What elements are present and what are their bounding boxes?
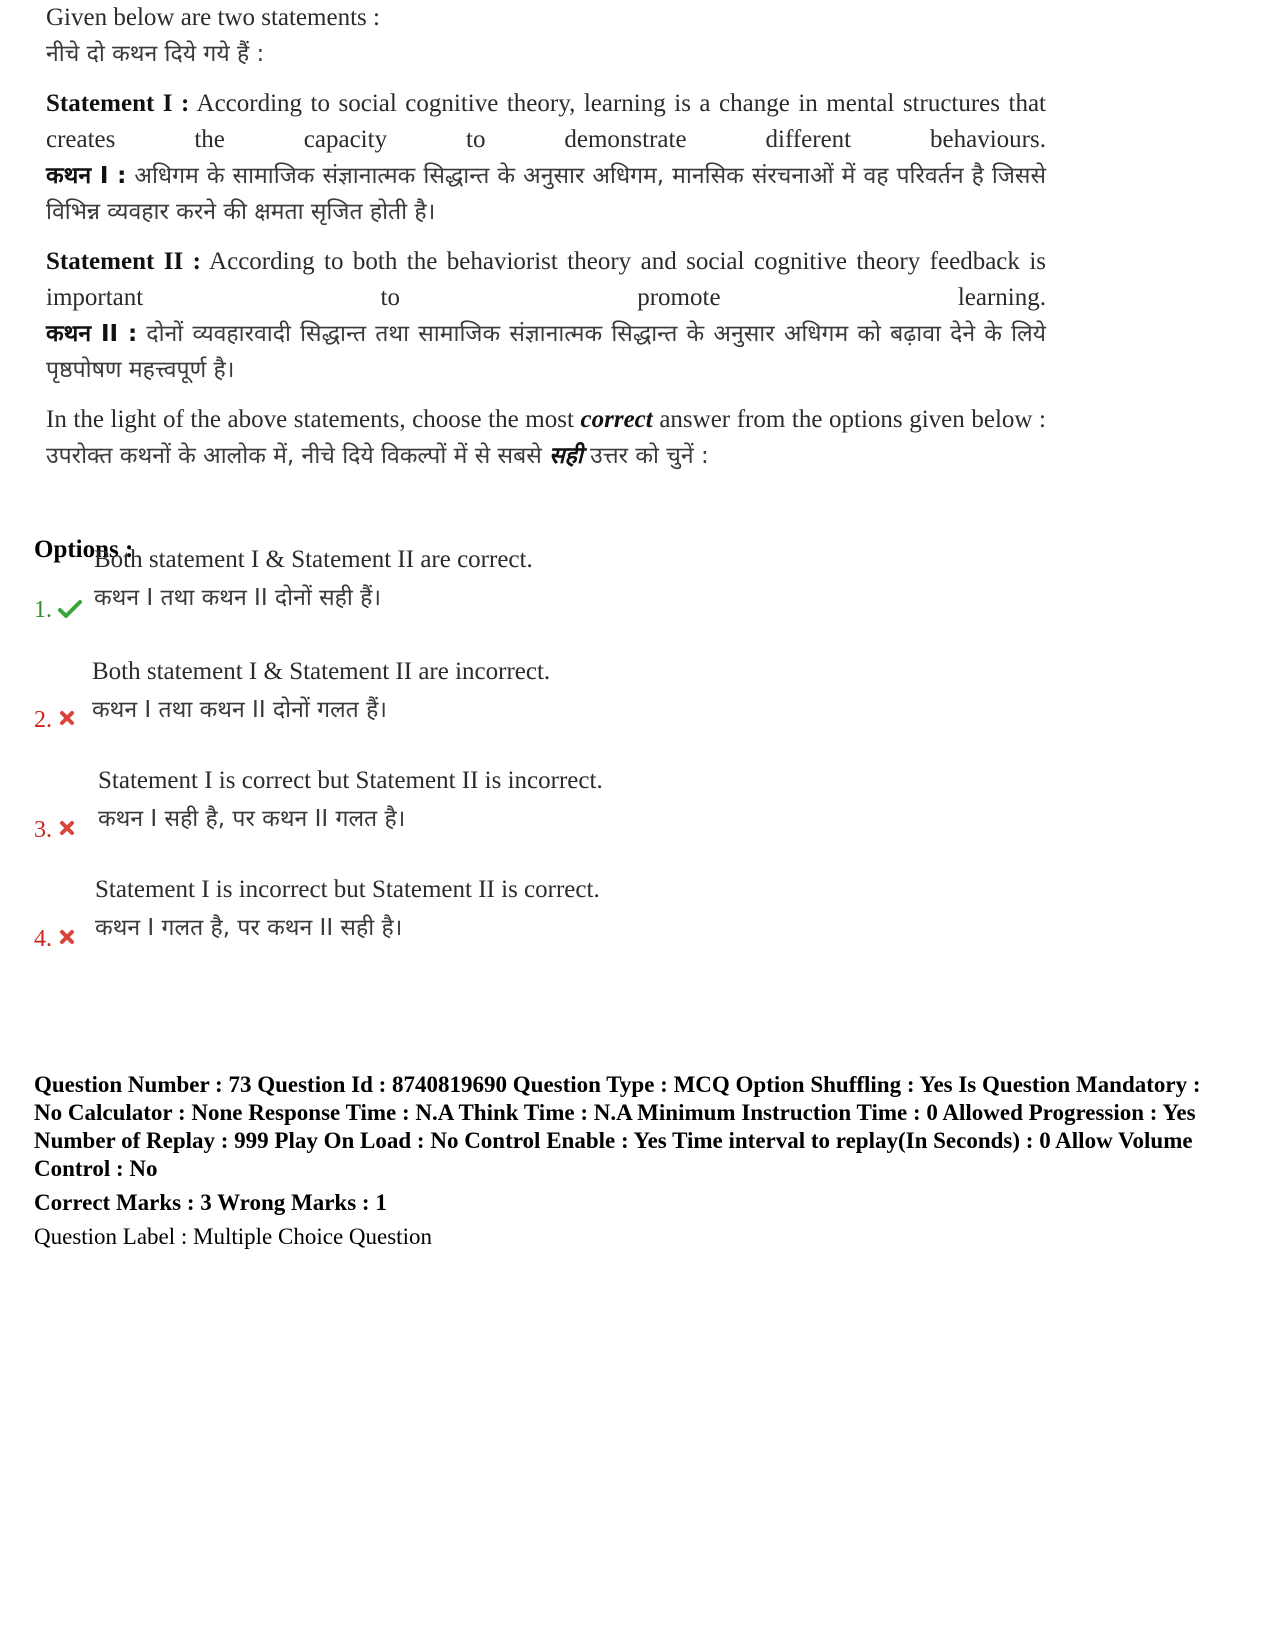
cross-icon (58, 819, 76, 842)
options-heading: Options : (34, 536, 134, 563)
instruction-en-part1: In the light of the above statements, choose the most (46, 406, 574, 433)
option-number: 4. (34, 926, 52, 952)
instruction-en-emphasis: correct (580, 406, 653, 433)
statement-1-en (46, 86, 1046, 158)
question-info: Question Number : 73 Question Id : 8740819690 Question Type : MCQ Option Shuffling : Yes Is Question Mandatory : No Calculator : None Response Time : N.A Think Time : N.A Minimum Instruction Time : 0 Allowed Progression : Yes Number of Replay : 999 Play On Load : No Control Enable : Yes Time interval to replay(In Seconds) : 0 Allow Volume Control : No (34, 1072, 1201, 1181)
statement-1-label-hi: कथन I : (46, 163, 127, 189)
cross-icon (58, 709, 76, 732)
option-text-hi: कथन I गलत है, पर कथन II सही है। (95, 915, 403, 941)
statement-2-label-en: Statement II : (46, 248, 201, 275)
option-text (98, 762, 603, 838)
instruction-hi-part1: उपरोक्त कथनों के आलोक में, नीचे दिये विकल्पों में से सबसे (46, 443, 542, 469)
option-text (92, 653, 550, 729)
instruction-hi-part2: उत्तर को चुनें : (590, 443, 709, 469)
option-number: 2. (34, 707, 52, 733)
option-text-hi: कथन I सही है, पर कथन II गलत है। (98, 806, 406, 832)
option-2[interactable] (34, 658, 834, 767)
intro-hi: नीचे दो कथन दिये गये हैं : (46, 41, 265, 67)
statement-1-hi (46, 158, 1046, 230)
option-text-en: Statement I is correct but Statement II is incorrect. (98, 767, 603, 794)
option-number: 3. (34, 817, 52, 843)
statement-1-text-en: According to social cognitive theory, learning is a change in mental structures that creates the capacity to demonstrate different behaviours. (46, 90, 1047, 153)
option-4[interactable] (34, 876, 834, 985)
statement-2-label-hi: कथन II : (46, 321, 138, 347)
question-image (46, 0, 1046, 474)
check-icon (58, 599, 82, 624)
statement-2-hi (46, 316, 1046, 388)
option-number: 1. (34, 597, 52, 623)
statement-2-en (46, 244, 1046, 316)
instruction-en-part2: answer from the options given below : (659, 406, 1047, 433)
intro-en: Given below are two statements : (46, 4, 380, 31)
cross-icon (58, 928, 76, 951)
option-text-hi: कथन I तथा कथन II दोनों सही हैं। (94, 585, 382, 611)
statement-2-text-hi: दोनों व्यवहारवादी सिद्धान्त तथा सामाजिक संज्ञानात्मक सिद्धान्त के अनुसार अधिगम को बढ़ावा देने के लिये पृष्ठपोषण महत्त्वपूर्ण है। (46, 321, 1047, 383)
option-text-en: Statement I is incorrect but Statement II is correct. (95, 876, 600, 903)
option-text-hi: कथन I तथा कथन II दोनों गलत हैं। (92, 697, 388, 723)
statement-1-text-hi: अधिगम के सामाजिक संज्ञानात्मक सिद्धान्त के अनुसार अधिगम, मानसिक संरचनाओं में वह परिवर्तन है जिससे विभिन्न व्यवहार करने की क्षमता सृजित होती है। (46, 163, 1046, 225)
instruction-hi (46, 438, 1046, 474)
option-text (95, 871, 600, 947)
statement-1-label-en: Statement I : (46, 90, 190, 117)
instruction-en (46, 402, 1046, 438)
option-text-en: Both statement I & Statement II are correct. (94, 546, 533, 573)
option-text-en: Both statement I & Statement II are incorrect. (92, 658, 551, 685)
question-label: Question Label : Multiple Choice Question (34, 1224, 432, 1249)
marks-info: Correct Marks : 3 Wrong Marks : 1 (34, 1190, 387, 1215)
statement-2-text-en: According to both the behaviorist theory and social cognitive theory feedback is important to promote learning. (46, 248, 1047, 311)
instruction-hi-emphasis: सही (549, 443, 583, 469)
question-metadata (34, 1071, 1234, 1251)
option-text (94, 541, 533, 617)
option-3[interactable] (34, 767, 834, 876)
